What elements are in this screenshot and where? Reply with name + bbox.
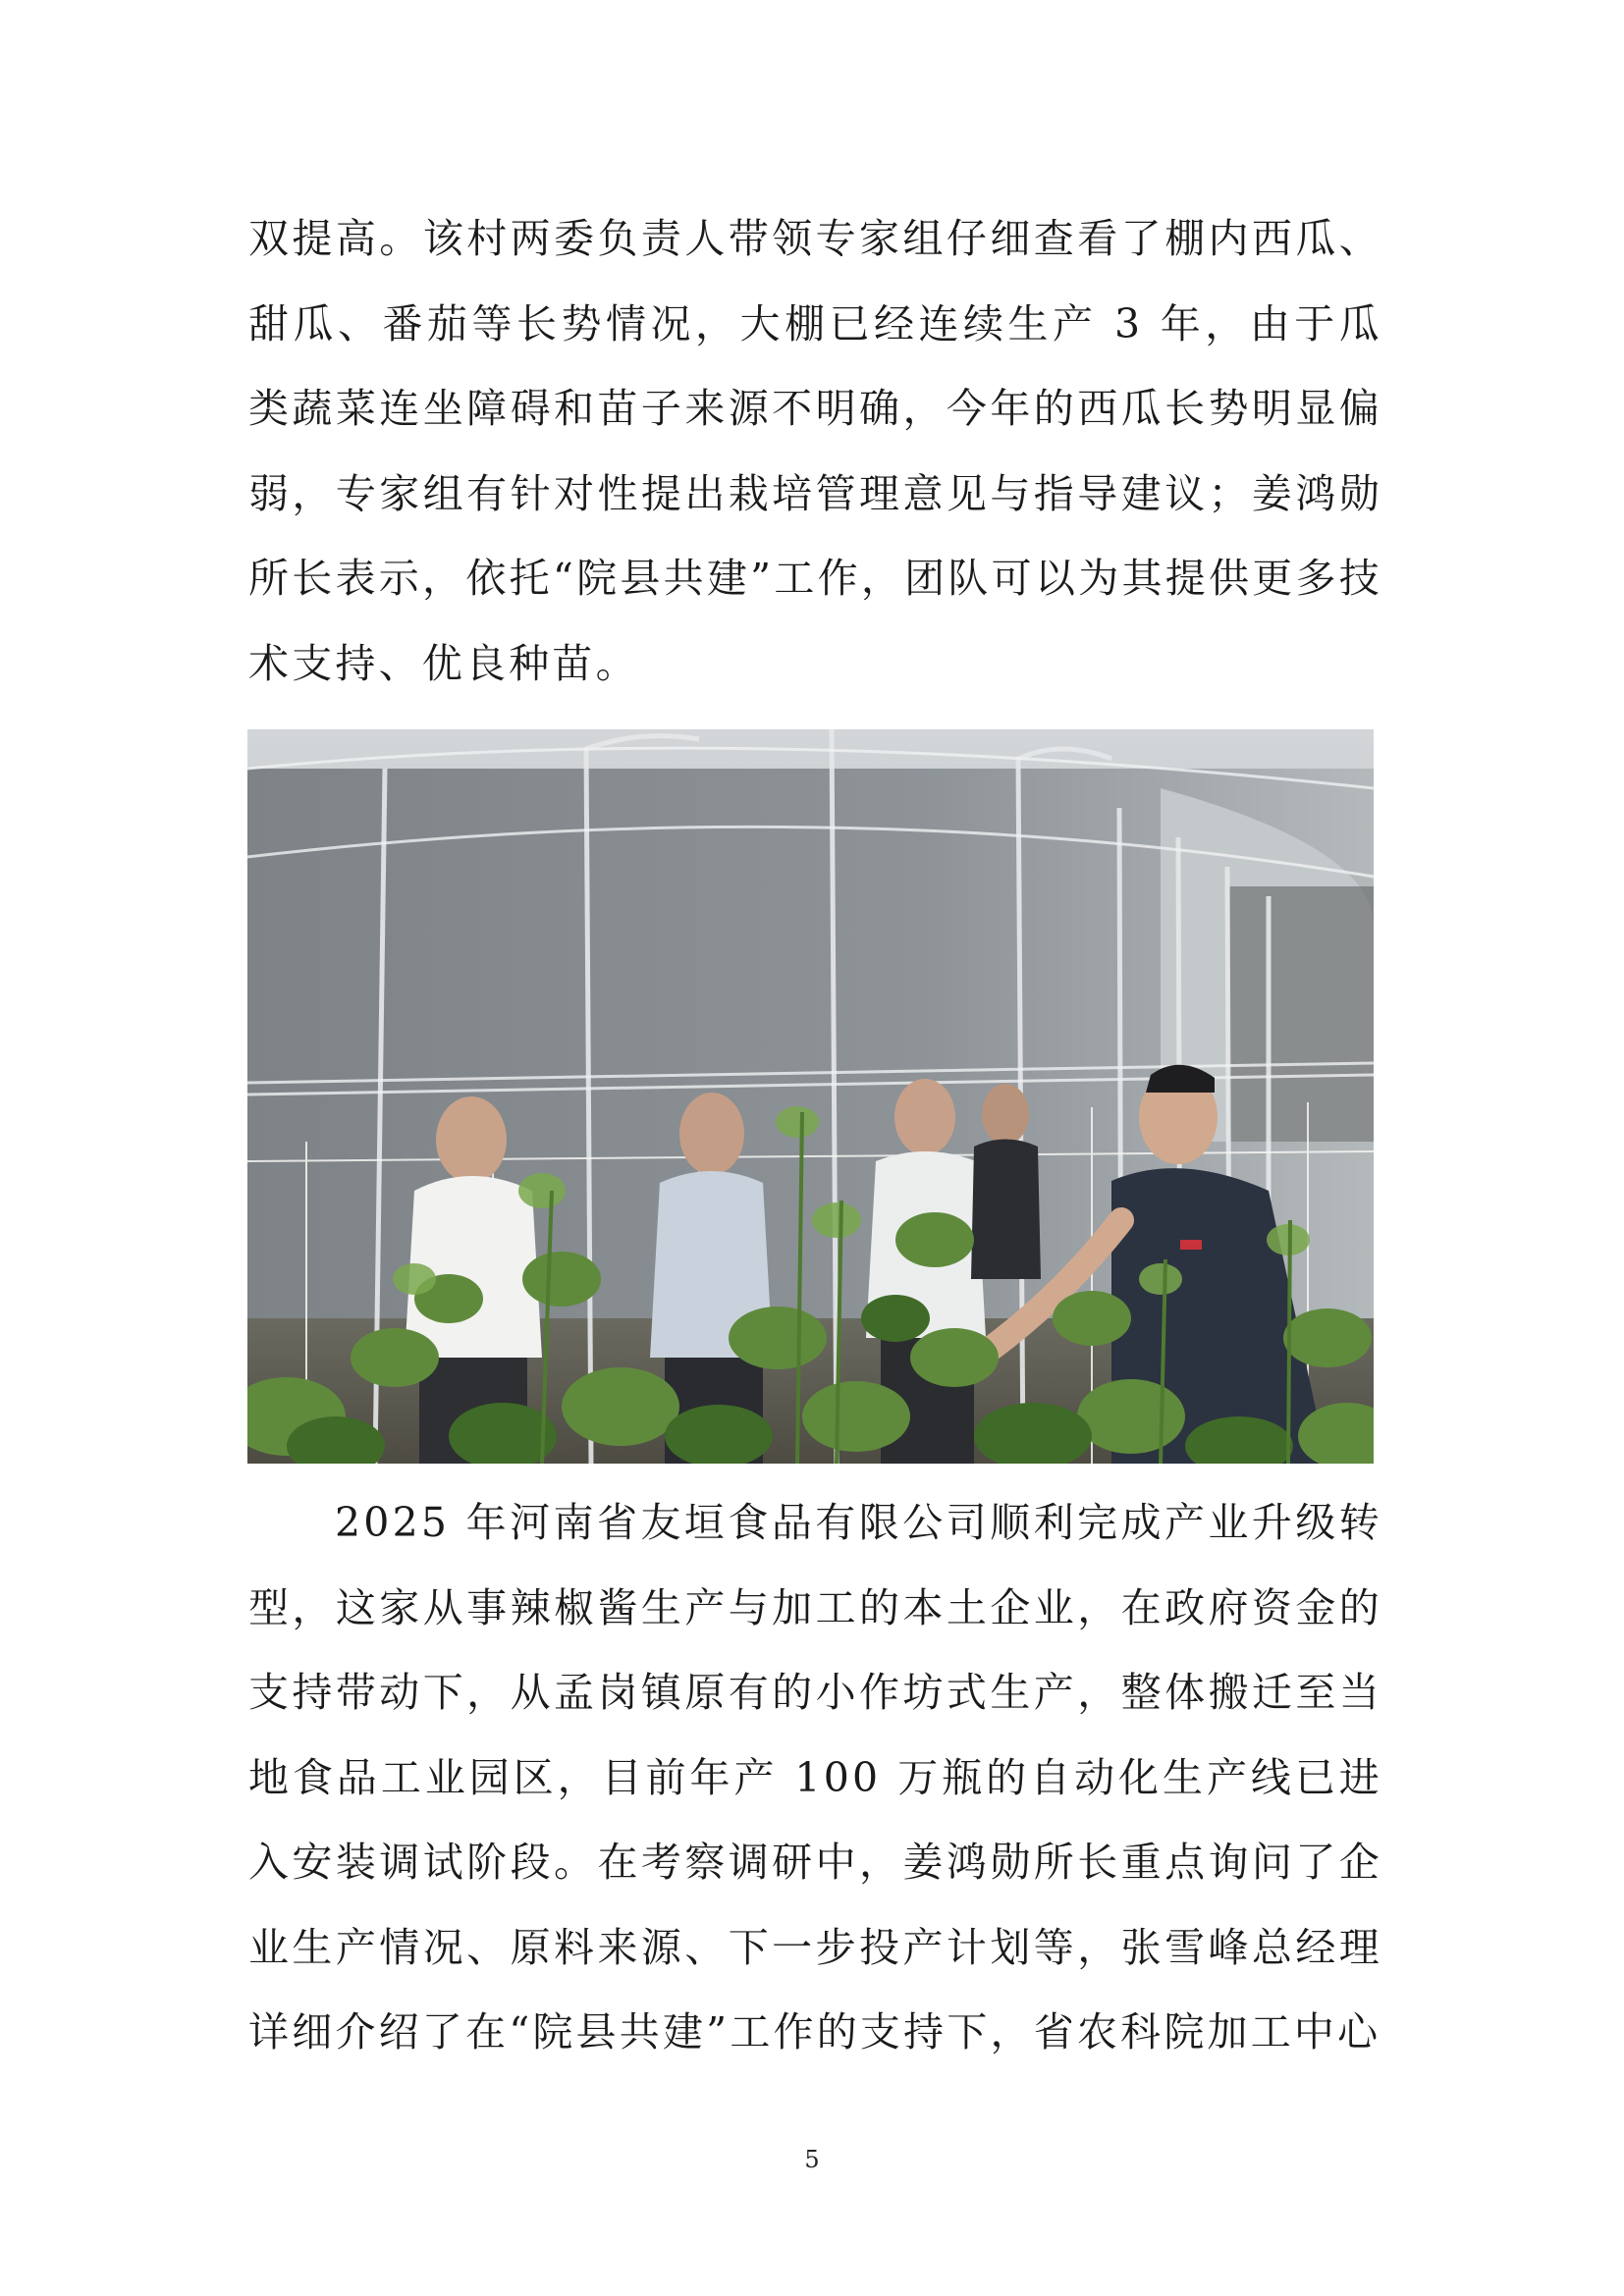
paragraph-1-text: 双提高。该村两委负责人带领专家组仔细查看了棚内西瓜、甜瓜、番茄等长势情况，大棚已经连续生产 3 年，由于瓜类蔬菜连坐障碍和苗子来源不明确，今年的西瓜长势明显偏弱，专家组有针对性提出栽培管理意见与指导建议；姜鸿勋所长表示，依托“院县共建”工作，团队可以为其提供更多技术支持、优良种苗。 (248, 215, 1382, 687)
greenhouse-photo-drawing (247, 729, 1374, 1464)
paragraph-2-text: 2025 年河南省友垣食品有限公司顺利完成产业升级转型，这家从事辣椒酱生产与加工的本土企业，在政府资金的支持带动下，从孟岗镇原有的小作坊式生产，整体搬迁至当地食品工业园区，目前年产 100 万瓶的自动化生产线已进入安装调试阶段。在考察调研中，姜鸿勋所长重点询问了企业生产情况、原料来源、下一步投产计划等，张雪峰总经理详细介绍了在“院县共建”工作的支持下，省农科院加工中心 (248, 1499, 1382, 2056)
greenhouse-photo (247, 729, 1374, 1464)
paragraph-1 (248, 196, 1382, 706)
page-number: 5 (804, 2146, 820, 2173)
paragraph-2 (248, 1480, 1382, 2075)
